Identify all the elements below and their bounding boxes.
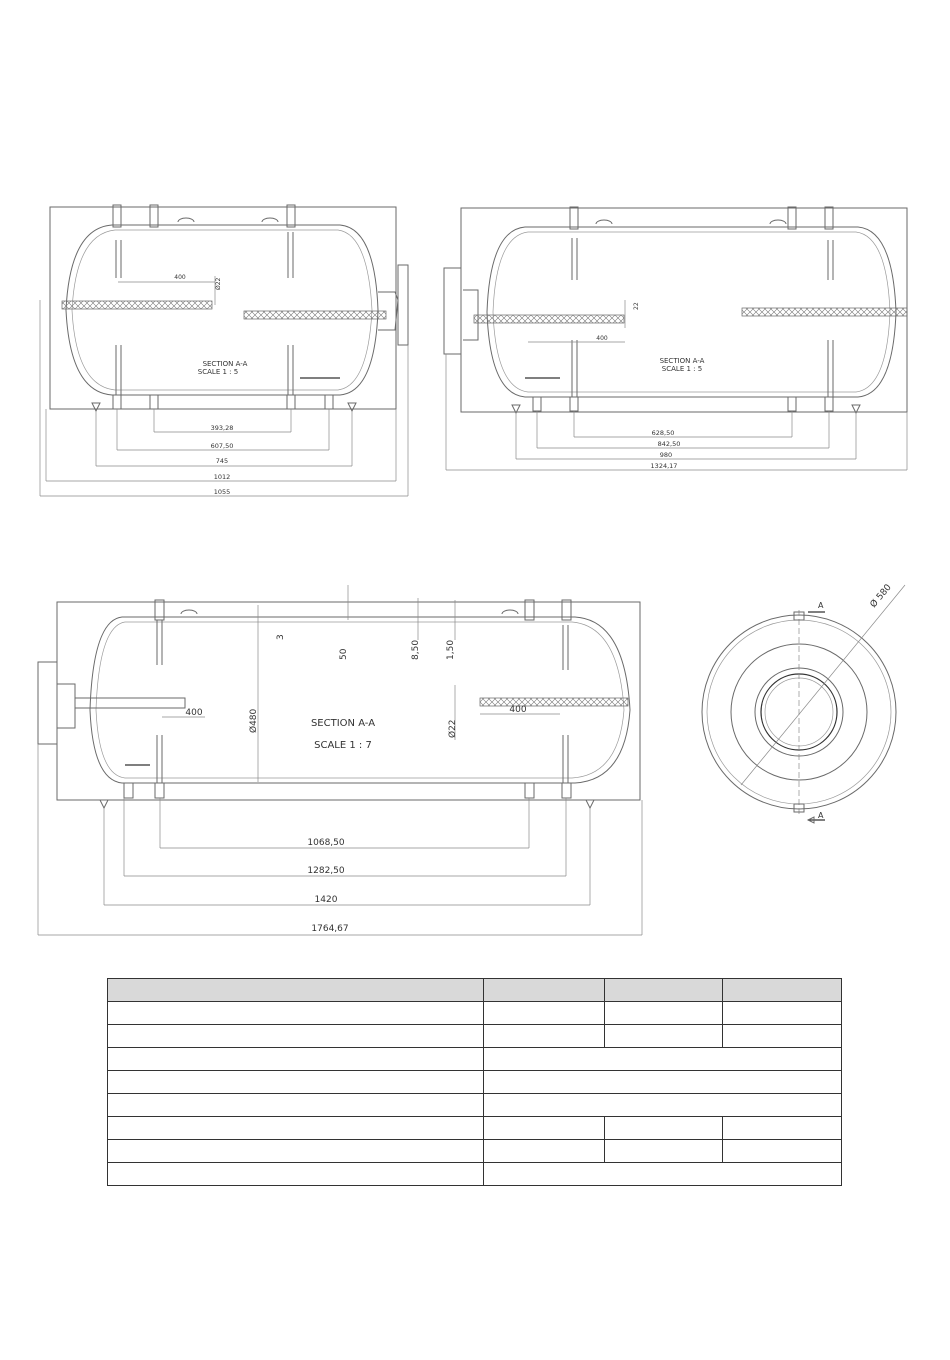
d3-dim-1068: 1068,50 — [307, 838, 345, 848]
d2-dim-400: 400 — [596, 335, 608, 342]
d3-dim-3: 3 — [276, 634, 286, 640]
d3-dim-1764: 1764,67 — [311, 924, 349, 934]
table-row — [108, 1071, 842, 1094]
table-cell — [484, 1163, 842, 1186]
table-cell — [723, 979, 842, 1002]
d3-dim-400b: 400 — [509, 705, 527, 715]
d1-dim-393: 393,28 — [210, 424, 234, 432]
table-cell — [484, 979, 605, 1002]
d2-dim-1324: 1324,17 — [650, 462, 678, 470]
table-row — [108, 1048, 842, 1071]
table-cell — [605, 1025, 723, 1048]
table-cell — [484, 1025, 605, 1048]
table-cell — [484, 1071, 842, 1094]
table-cell — [484, 1140, 605, 1163]
table-cell — [484, 1048, 842, 1071]
table-row — [108, 1163, 842, 1186]
table-cell — [723, 1025, 842, 1048]
d1-scale-label: SCALE 1 : 5 — [197, 368, 239, 376]
d1-dim-400: 400 — [174, 274, 186, 281]
d3-dim-850: 8,50 — [411, 639, 421, 660]
d3-dim-400a: 400 — [185, 708, 203, 718]
d3-scale-label: SCALE 1 : 7 — [314, 740, 372, 751]
d2-dim-980: 980 — [659, 451, 673, 459]
table-cell — [108, 1163, 484, 1186]
table-cell — [108, 1094, 484, 1117]
d1-dim-745: 745 — [215, 457, 229, 465]
table-row — [108, 1094, 842, 1117]
table-cell — [605, 979, 723, 1002]
table-cell — [605, 1002, 723, 1025]
table-cell — [723, 1117, 842, 1140]
table-cell — [723, 1002, 842, 1025]
d1-dim-1055: 1055 — [213, 488, 231, 496]
drawing-1-tank-section — [40, 205, 408, 496]
table-cell — [723, 1140, 842, 1163]
table-cell — [108, 1025, 484, 1048]
d2-dim-628: 628,50 — [651, 429, 675, 437]
d3-dim-22: Ø22 — [448, 719, 458, 738]
table-cell — [108, 979, 484, 1002]
d4-mark-bottom: A — [818, 811, 824, 820]
table-cell — [605, 1117, 723, 1140]
table-cell — [484, 1002, 605, 1025]
table-cell — [108, 1117, 484, 1140]
table-cell — [108, 1140, 484, 1163]
d1-section-label: SECTION A-A — [202, 360, 248, 368]
d2-dim-22: 22 — [633, 302, 640, 310]
d1-dim-22: Ø22 — [215, 277, 222, 290]
table-cell — [605, 1140, 723, 1163]
table-header-row — [108, 979, 842, 1002]
d3-dim-150: 1,50 — [446, 639, 456, 660]
d3-section-label: SECTION A-A — [310, 718, 376, 729]
d3-dim-50: 50 — [339, 648, 349, 660]
d1-dim-607: 607,50 — [210, 442, 234, 450]
d3-dim-1282: 1282,50 — [307, 866, 345, 876]
table-row — [108, 1140, 842, 1163]
table-row — [108, 1002, 842, 1025]
spec-table — [107, 978, 842, 1186]
d2-dim-842: 842,50 — [657, 440, 681, 448]
table-row — [108, 1025, 842, 1048]
d2-section-label: SECTION A-A — [659, 357, 705, 365]
drawing-2-tank-section — [444, 207, 907, 470]
table-cell — [108, 1071, 484, 1094]
d3-dim-1420: 1420 — [314, 895, 338, 905]
d4-mark-top: A — [818, 601, 824, 610]
table-cell — [108, 1048, 484, 1071]
d3-dim-480: Ø480 — [249, 708, 259, 733]
table-cell — [108, 1002, 484, 1025]
table-cell — [484, 1094, 842, 1117]
table-row — [108, 1117, 842, 1140]
table-cell — [484, 1117, 605, 1140]
d2-scale-label: SCALE 1 : 5 — [661, 365, 703, 373]
d1-dim-1012: 1012 — [213, 473, 231, 481]
drawing-4-end-view — [702, 582, 905, 823]
drawing-3-tank-section — [38, 585, 642, 935]
d4-dim-580: Ø 580 — [868, 582, 894, 610]
